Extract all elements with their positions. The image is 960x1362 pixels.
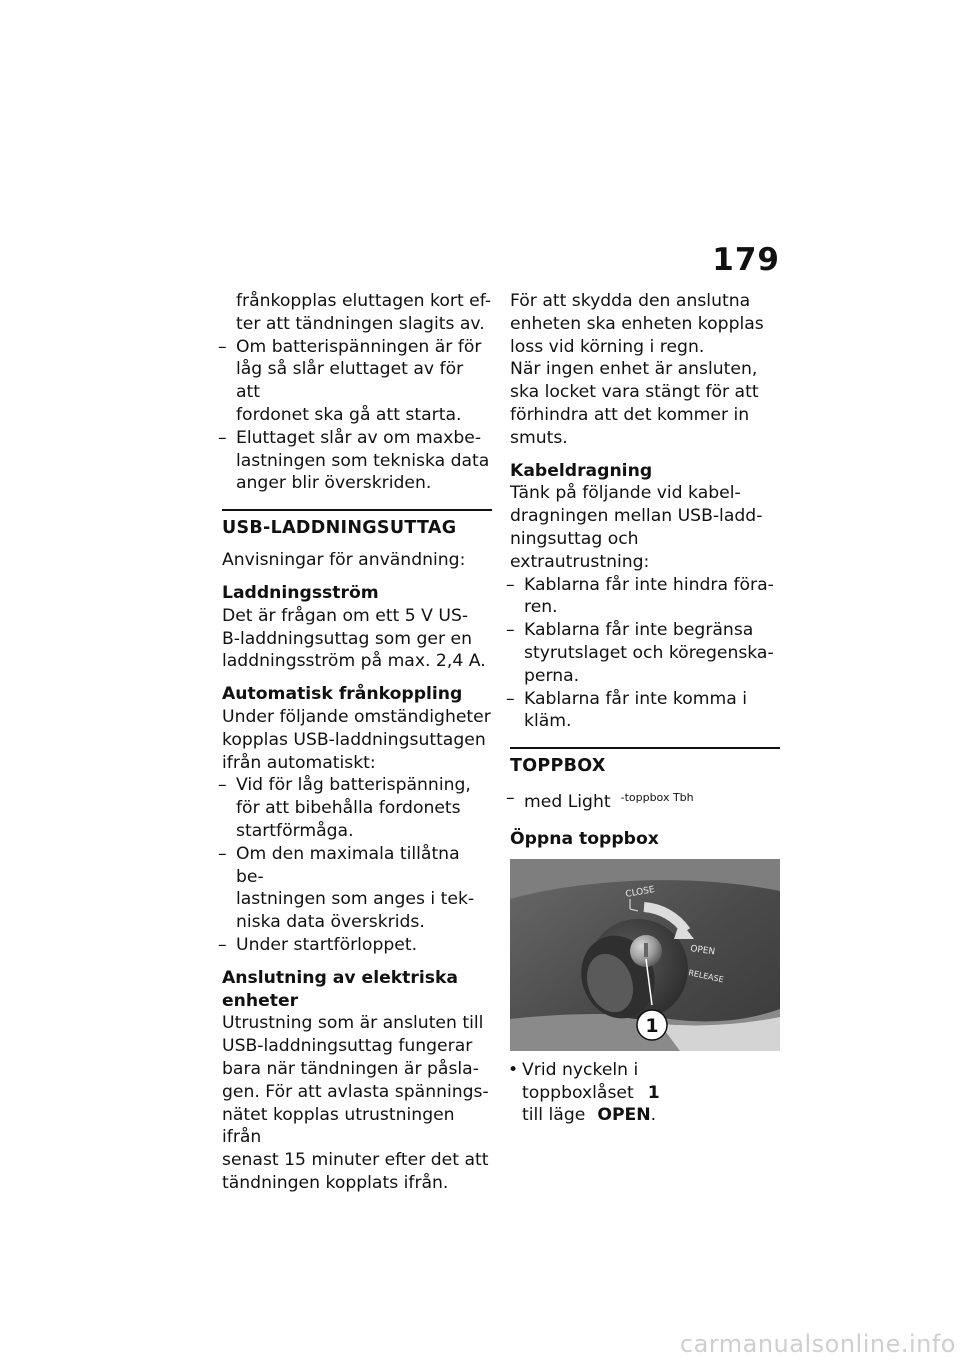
topbox-equipment-note: – med Light $^{-toppbox Tbh}$ [506, 788, 694, 813]
list-item: – Eluttaget slår av om maxbe- lastningen som tekniska data anger blir överskriden. [218, 427, 490, 494]
auto-paragraph: Under följande omständigheter kopplas USB-laddningsuttagen ifrån automatiskt: [222, 706, 491, 773]
section-title-usb: USB-LADDNINGSUTTAG [222, 518, 457, 539]
page-number: 179 [712, 242, 780, 278]
watermark: carmanualsonline.info [679, 1330, 956, 1358]
list-item: – Vid för låg batterispänning, för att bibehålla fordonets startförmåga. [218, 775, 471, 841]
list-item: – Kablarna får inte komma i kläm. [506, 688, 748, 732]
figure-label-release: RELEASE [687, 967, 725, 985]
topbox-lock-photo [510, 859, 780, 1051]
section-title-topbox: TOPPBOX [510, 756, 606, 777]
heading-charge: Laddningsström [222, 582, 379, 603]
list-item: – Kablarna får inte hindra föra- ren. [506, 574, 774, 618]
heading-connect-devices: Anslutning av elektriska enheter [222, 967, 459, 1011]
figure-callout-1: 1 [645, 1014, 659, 1037]
list-item: – Om den maximala tillåtna be- lastningen som anges i tek- niska data överskrids. [218, 843, 475, 933]
figure-label-open: OPEN [689, 943, 716, 958]
heading-open-topbox: Öppna toppbox [510, 828, 659, 849]
section-divider [222, 509, 492, 539]
charge-paragraph: Det är frågan om ett 5 V US- B-laddningsuttag som ger en laddningsström på max. 2,4 A. [222, 605, 486, 672]
heading-auto-disconnect: Automatisk frånkoppling [222, 684, 463, 705]
equipment-code: -toppbox Tbh [620, 791, 694, 805]
figure-label-close: CLOSE [624, 884, 656, 900]
section-divider [510, 747, 780, 777]
cable-paragraph: Tänk på följande vid kabel- dragningen mellan USB-ladd- ningsuttag och extrautrustning: [510, 483, 763, 572]
right-column [506, 290, 780, 1127]
protect-paragraph: För att skydda den anslutna enheten ska enheten kopplas loss vid körning i regn. När ingen enhet är ansluten, ska locket vara stängt för att förhindra att det kommer in smuts. [510, 291, 764, 448]
heading-cable-routing: Kabeldragning [510, 460, 653, 481]
usb-intro: Anvisningar för användning: [222, 550, 466, 571]
list-item: – Om batterispänningen är för låg så slår eluttaget av för att fordonet ska gå att starta. [218, 336, 482, 425]
intro-continuation: frånkopplas eluttagen kort ef- ter att tändningen slagits av. [236, 291, 492, 334]
connect-paragraph: Utrustning som är ansluten till USB-laddningsuttag fungerar bara när tändningen är påsla- gen. För att avlasta spännings- nätet kopplas utrustningen ifrån senast 15 minuter efter det att tändningen kopplats ifrån. [222, 1013, 489, 1193]
left-column [218, 290, 492, 1195]
step-rotate-key: • Vrid nyckeln i toppboxlåset 1 till läge OPEN. [508, 1059, 660, 1126]
list-item: – Kablarna får inte begränsa styrutslaget och köregenska- perna. [506, 620, 774, 686]
list-item: – Under startförloppet. [218, 934, 418, 955]
